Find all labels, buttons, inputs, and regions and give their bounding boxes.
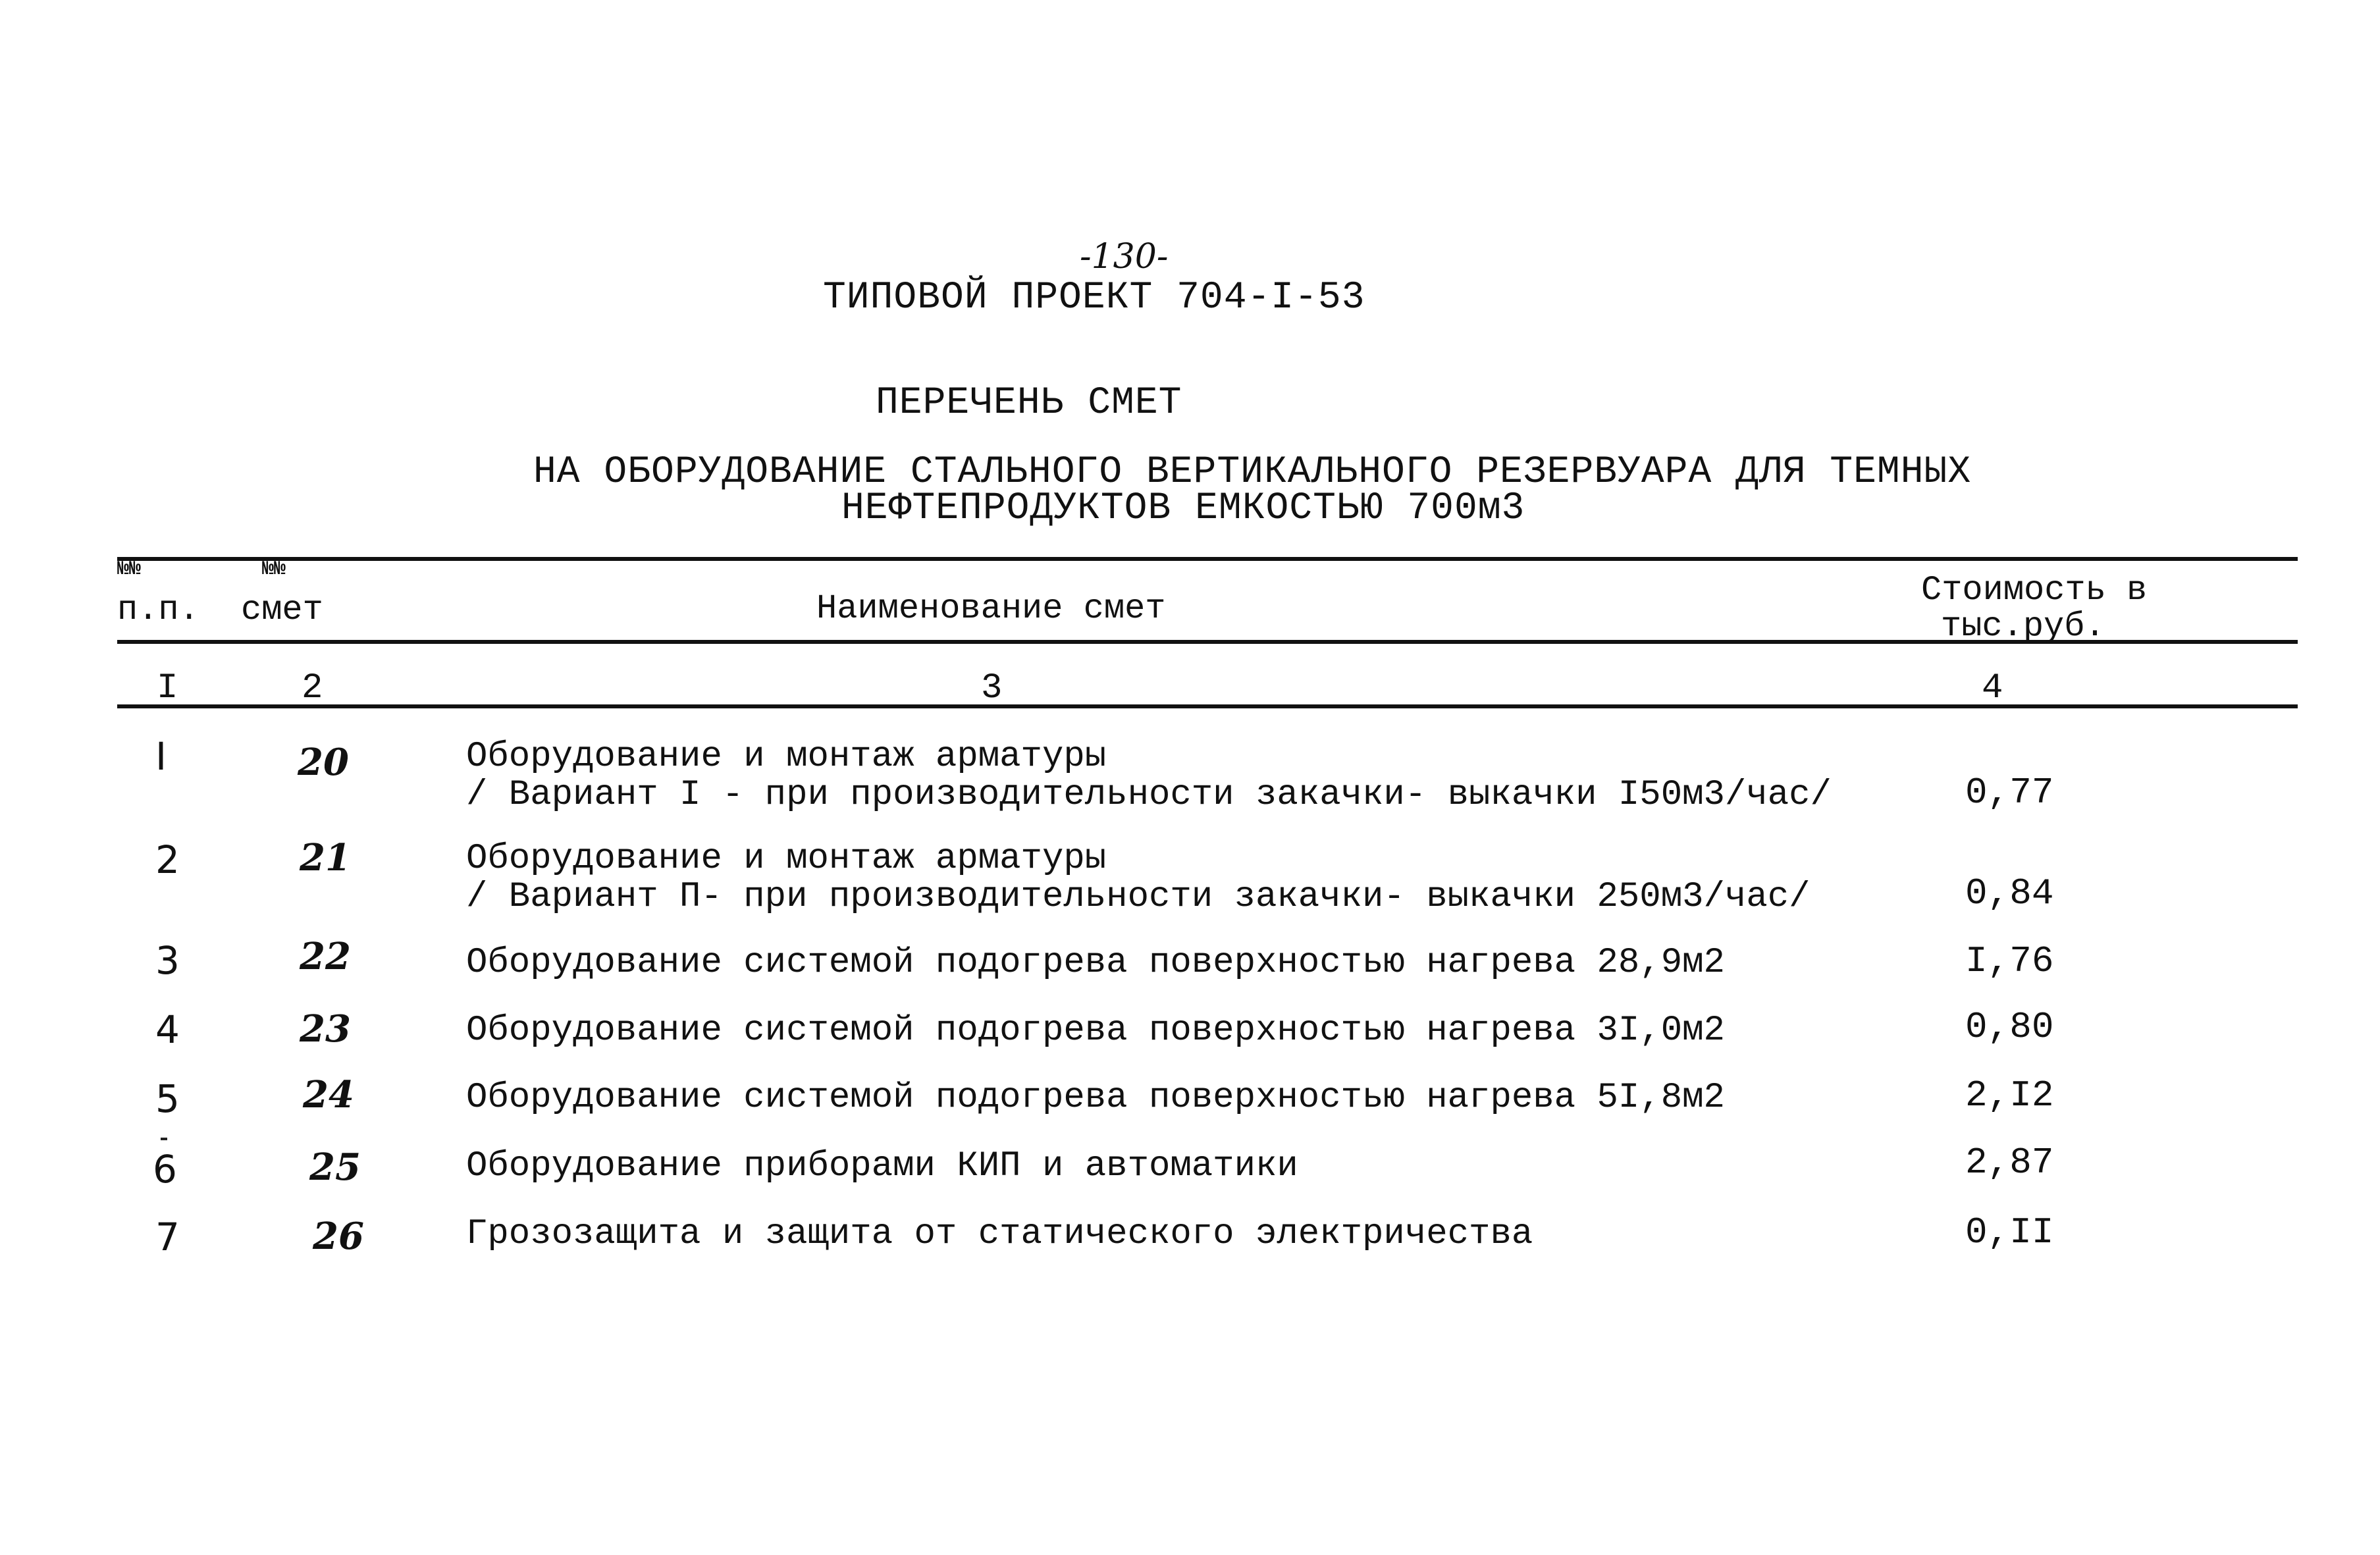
estimate-number: 24 bbox=[303, 1073, 354, 1117]
row-number: 3 bbox=[155, 938, 180, 983]
header-col4-line-2: тыс.руб. bbox=[1941, 607, 2105, 646]
table-top-rule bbox=[117, 557, 2298, 561]
estimate-cost: I,76 bbox=[1965, 940, 2054, 982]
estimate-name-line-2: / Вариант П- при производительности закачки- выкачки 250м3/час/ bbox=[466, 877, 1811, 917]
column-number-3: 3 bbox=[981, 668, 1003, 708]
estimate-number: 25 bbox=[309, 1146, 361, 1189]
header-col1: п.п. bbox=[117, 591, 199, 629]
estimate-cost: 0,II bbox=[1965, 1211, 2054, 1253]
row-number: I bbox=[155, 734, 167, 779]
header-col4-line-1: Стоимость в bbox=[1921, 571, 2148, 610]
estimate-cost: 2,87 bbox=[1965, 1142, 2054, 1184]
estimate-name-line-1: Оборудование и монтаж арматуры bbox=[466, 737, 1107, 777]
header-col2-number-mark: №№ bbox=[262, 558, 286, 581]
estimate-number: 23 bbox=[300, 1007, 351, 1051]
estimate-name-line-1: Оборудование системой подогрева поверхностью нагрева 3I,0м2 bbox=[466, 1011, 1725, 1051]
estimate-cost: 0,84 bbox=[1965, 872, 2054, 914]
estimate-name-line-1: Оборудование системой подогрева поверхностью нагрева 5I,8м2 bbox=[466, 1078, 1725, 1118]
estimate-name-line-1: Оборудование приборами КИП и автоматики bbox=[466, 1146, 1298, 1186]
estimate-cost: 0,80 bbox=[1965, 1006, 2054, 1048]
header-col3: Наименование смет bbox=[816, 589, 1166, 628]
table-colnum-rule bbox=[117, 704, 2298, 708]
header-col2: смет bbox=[241, 591, 323, 629]
document-subtitle-line-2: НЕФТЕПРОДУКТОВ ЕМКОСТЬЮ 700м3 bbox=[841, 487, 1525, 530]
estimate-cost: 0,77 bbox=[1965, 772, 2054, 814]
row-number: 4 bbox=[155, 1007, 180, 1052]
document-title: ПЕРЕЧЕНЬ СМЕТ bbox=[876, 382, 1182, 425]
estimate-name-line-2: / Вариант I - при производительности закачки- выкачки I50м3/час/ bbox=[466, 775, 1832, 815]
project-title: ТИПОВОЙ ПРОЕКТ 704-I-53 bbox=[823, 277, 1365, 319]
estimate-cost: 2,I2 bbox=[1965, 1074, 2054, 1117]
estimate-name-line-1: Оборудование системой подогрева поверхностью нагрева 28,9м2 bbox=[466, 943, 1725, 983]
row-number: 2 bbox=[155, 837, 180, 882]
estimate-number: 21 bbox=[300, 836, 351, 880]
row-number: 6 bbox=[153, 1147, 177, 1192]
row-number: 7 bbox=[155, 1215, 180, 1259]
dash-mark bbox=[161, 1138, 167, 1140]
estimate-number: 22 bbox=[300, 935, 351, 978]
page-number: -130- bbox=[1080, 237, 1169, 277]
estimate-name-line-1: Оборудование и монтаж арматуры bbox=[466, 839, 1107, 879]
estimate-name-line-1: Грозозащита и защита от статического электричества bbox=[466, 1214, 1533, 1254]
estimate-number: 26 bbox=[313, 1215, 364, 1258]
column-number-4: 4 bbox=[1982, 668, 2003, 708]
estimate-number: 20 bbox=[298, 741, 349, 784]
header-col1-number-mark: №№ bbox=[117, 558, 142, 581]
column-number-2: 2 bbox=[302, 668, 323, 708]
document-subtitle-line-1: НА ОБОРУДОВАНИЕ СТАЛЬНОГО ВЕРТИКАЛЬНОГО РЕЗЕРВУАРА ДЛЯ ТЕМНЫХ bbox=[533, 451, 1972, 494]
row-number: 5 bbox=[155, 1076, 180, 1121]
column-number-1: I bbox=[157, 668, 178, 708]
